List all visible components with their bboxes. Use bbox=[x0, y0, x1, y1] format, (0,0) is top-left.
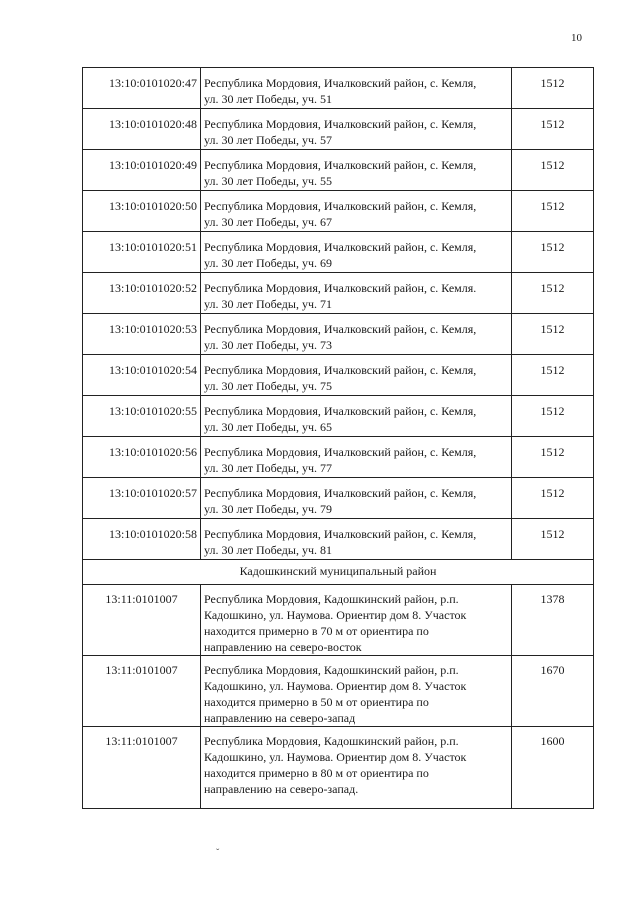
area-value: 1512 bbox=[512, 314, 594, 355]
section-title: Кадошкинский муниципальный район bbox=[83, 560, 594, 585]
table-row bbox=[83, 585, 594, 656]
area-value: 1512 bbox=[512, 109, 594, 150]
address-line: Республика Мордовия, Ичалковский район, с. Кемля, bbox=[204, 404, 477, 418]
area-value: 1512 bbox=[512, 437, 594, 478]
address-line: Республика Мордовия, Ичалковский район, с. Кемля. bbox=[204, 281, 477, 295]
cadastral-number: 13:10:0101020:54 bbox=[83, 355, 201, 396]
address-cell bbox=[201, 109, 512, 150]
address-cell bbox=[201, 519, 512, 560]
table-row bbox=[83, 519, 594, 560]
table-row bbox=[83, 396, 594, 437]
address-line: направлению на северо-запад. bbox=[204, 782, 359, 796]
address-cell bbox=[201, 150, 512, 191]
footer-mark: ˇ bbox=[216, 848, 220, 859]
address-line: Республика Мордовия, Ичалковский район, с. Кемля, bbox=[204, 445, 477, 459]
address-cell bbox=[201, 191, 512, 232]
cadastral-number: 13:10:0101020:52 bbox=[83, 273, 201, 314]
area-value: 1512 bbox=[512, 396, 594, 437]
address-line: находится примерно в 50 м от ориентира по bbox=[204, 695, 429, 709]
cadastral-number: 13:10:0101020:49 bbox=[83, 150, 201, 191]
address-line: направлению на северо-запад bbox=[204, 711, 356, 725]
area-value: 1600 bbox=[512, 727, 594, 809]
address-line: Кадошкино, ул. Наумова. Ориентир дом 8. Участок bbox=[204, 679, 467, 693]
address-line: ул. 30 лет Победы, уч. 51 bbox=[204, 92, 333, 106]
address-line: ул. 30 лет Победы, уч. 75 bbox=[204, 379, 333, 393]
address-cell bbox=[201, 232, 512, 273]
address-line: Республика Мордовия, Ичалковский район, с. Кемля, bbox=[204, 322, 477, 336]
table-row bbox=[83, 273, 594, 314]
area-value: 1512 bbox=[512, 273, 594, 314]
cadastral-number: 13:10:0101020:55 bbox=[83, 396, 201, 437]
table-row bbox=[83, 437, 594, 478]
address-line: ул. 30 лет Победы, уч. 57 bbox=[204, 133, 333, 147]
address-line: Республика Мордовия, Кадошкинский район, р.п. bbox=[204, 592, 459, 606]
address-line: ул. 30 лет Победы, уч. 71 bbox=[204, 297, 333, 311]
address-cell bbox=[201, 727, 512, 809]
area-value: 1670 bbox=[512, 656, 594, 727]
table-row bbox=[83, 355, 594, 396]
cadastral-number: 13:10:0101020:47 bbox=[83, 68, 201, 109]
cadastral-number: 13:11:0101007 bbox=[83, 727, 201, 809]
address-cell bbox=[201, 355, 512, 396]
address-cell bbox=[201, 396, 512, 437]
table-row bbox=[83, 232, 594, 273]
area-value: 1512 bbox=[512, 519, 594, 560]
area-value: 1512 bbox=[512, 232, 594, 273]
address-line: ул. 30 лет Победы, уч. 77 bbox=[204, 461, 333, 475]
area-value: 1512 bbox=[512, 150, 594, 191]
address-line: находится примерно в 80 м от ориентира по bbox=[204, 766, 429, 780]
address-line: Республика Мордовия, Ичалковский район, с. Кемля, bbox=[204, 527, 477, 541]
address-line: находится примерно в 70 м от ориентира по bbox=[204, 624, 429, 638]
table-row bbox=[83, 727, 594, 809]
cadastral-number: 13:10:0101020:57 bbox=[83, 478, 201, 519]
address-line: ул. 30 лет Победы, уч. 67 bbox=[204, 215, 333, 229]
address-line: ул. 30 лет Победы, уч. 55 bbox=[204, 174, 333, 188]
address-line: Республика Мордовия, Кадошкинский район, р.п. bbox=[204, 734, 459, 748]
area-value: 1512 bbox=[512, 68, 594, 109]
address-line: Республика Мордовия, Ичалковский район, с. Кемля, bbox=[204, 76, 477, 90]
cadastral-number: 13:10:0101020:53 bbox=[83, 314, 201, 355]
area-value: 1512 bbox=[512, 478, 594, 519]
table-row bbox=[83, 150, 594, 191]
address-cell bbox=[201, 656, 512, 727]
land-plot-table bbox=[82, 67, 594, 809]
address-cell bbox=[201, 478, 512, 519]
area-value: 1512 bbox=[512, 355, 594, 396]
address-line: Республика Мордовия, Ичалковский район, с. Кемля, bbox=[204, 158, 477, 172]
cadastral-number: 13:10:0101020:51 bbox=[83, 232, 201, 273]
cadastral-number: 13:10:0101020:50 bbox=[83, 191, 201, 232]
table-row bbox=[83, 314, 594, 355]
address-cell bbox=[201, 585, 512, 656]
table-row bbox=[83, 656, 594, 727]
address-line: ул. 30 лет Победы, уч. 65 bbox=[204, 420, 333, 434]
cadastral-number: 13:10:0101020:48 bbox=[83, 109, 201, 150]
area-value: 1378 bbox=[512, 585, 594, 656]
address-line: Республика Мордовия, Ичалковский район, с. Кемля, bbox=[204, 117, 477, 131]
page-number: 10 bbox=[571, 32, 582, 44]
cadastral-number: 13:11:0101007 bbox=[83, 656, 201, 727]
address-line: направлению на северо-восток bbox=[204, 640, 362, 654]
cadastral-number: 13:10:0101020:56 bbox=[83, 437, 201, 478]
cadastral-number: 13:11:0101007 bbox=[83, 585, 201, 656]
area-value: 1512 bbox=[512, 191, 594, 232]
table-row bbox=[83, 109, 594, 150]
address-line: ул. 30 лет Победы, уч. 69 bbox=[204, 256, 333, 270]
address-line: Республика Мордовия, Ичалковский район, с. Кемля, bbox=[204, 363, 477, 377]
address-cell bbox=[201, 437, 512, 478]
address-line: Республика Мордовия, Кадошкинский район, р.п. bbox=[204, 663, 459, 677]
section-header-row bbox=[83, 560, 594, 585]
address-line: Кадошкино, ул. Наумова. Ориентир дом 8. Участок bbox=[204, 608, 467, 622]
address-cell bbox=[201, 273, 512, 314]
address-line: ул. 30 лет Победы, уч. 81 bbox=[204, 543, 333, 557]
address-line: Республика Мордовия, Ичалковский район, с. Кемля, bbox=[204, 486, 477, 500]
address-line: ул. 30 лет Победы, уч. 79 bbox=[204, 502, 333, 516]
address-line: Республика Мордовия, Ичалковский район, с. Кемля, bbox=[204, 240, 477, 254]
address-cell bbox=[201, 314, 512, 355]
address-cell bbox=[201, 68, 512, 109]
table-row bbox=[83, 191, 594, 232]
address-line: ул. 30 лет Победы, уч. 73 bbox=[204, 338, 333, 352]
cadastral-number: 13:10:0101020:58 bbox=[83, 519, 201, 560]
table-row bbox=[83, 478, 594, 519]
table-row bbox=[83, 68, 594, 109]
address-line: Кадошкино, ул. Наумова. Ориентир дом 8. Участок bbox=[204, 750, 467, 764]
address-line: Республика Мордовия, Ичалковский район, с. Кемля, bbox=[204, 199, 477, 213]
